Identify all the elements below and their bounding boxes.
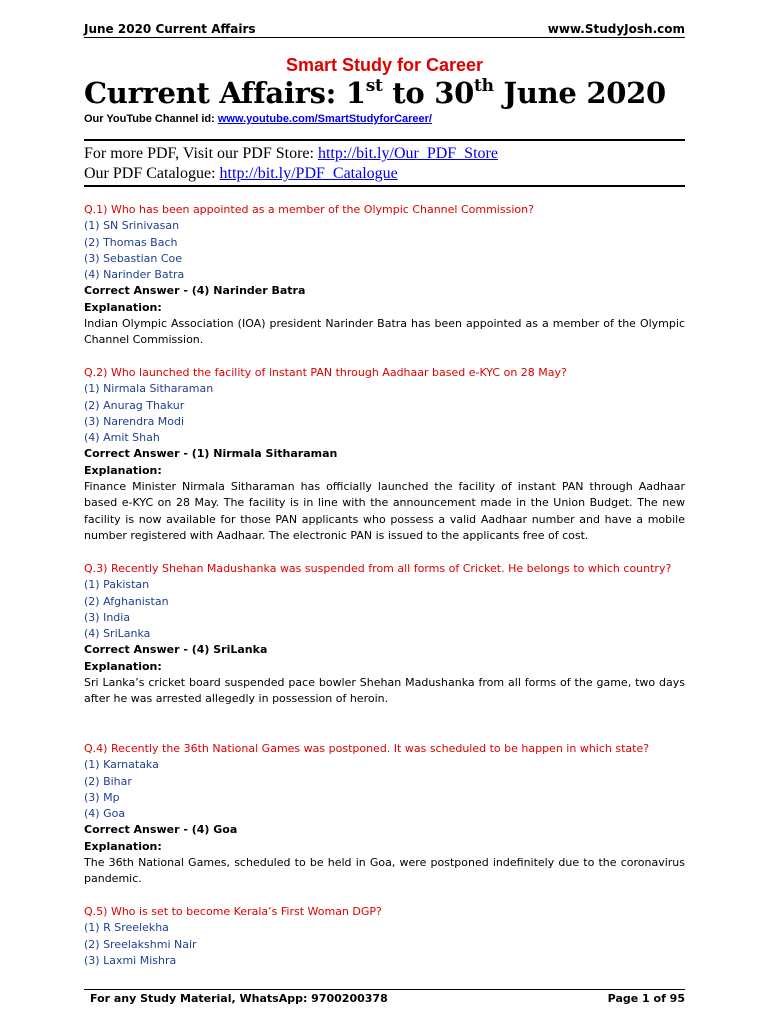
page-footer (84, 992, 685, 1005)
correct-answer: Correct Answer - (4) Goa (84, 823, 238, 837)
bottom-rule (84, 185, 685, 187)
option: (4) Amit Shah (84, 431, 160, 445)
page-title: Current Affairs: 1st to 30th June 2020 (84, 76, 666, 110)
header-website: www.StudyJosh.com (547, 22, 685, 36)
question-block-4 (84, 741, 685, 888)
page-header (84, 16, 685, 36)
page-number: Page 1 of 95 (607, 992, 685, 1005)
pdf-catalogue-link[interactable]: http://bit.ly/PDF_Catalogue (219, 165, 398, 182)
option: (4) Narinder Batra (84, 268, 185, 282)
pdf-store-label: For more PDF, Visit our PDF Store: (84, 145, 318, 162)
question-block-1 (84, 202, 685, 349)
option: (1) Karnataka (84, 758, 159, 772)
brand-name: Smart Study for Career (285, 55, 484, 75)
explanation-label: Explanation: (84, 659, 162, 673)
top-rule (84, 139, 685, 141)
pdf-catalogue-label: Our PDF Catalogue: (84, 165, 220, 182)
question-text: Q.2) Who launched the facility of instant PAN through Aadhaar based e-KYC on 28 May? (84, 366, 567, 379)
document-page (84, 0, 685, 1024)
question-block-2 (84, 365, 685, 544)
correct-answer: Correct Answer - (4) SriLanka (84, 643, 268, 657)
option: (1) Pakistan (84, 578, 150, 592)
option: (4) Goa (84, 807, 126, 821)
option: (1) Nirmala Sitharaman (84, 382, 214, 396)
explanation-label: Explanation: (84, 300, 162, 314)
question-text: Q.5) Who is set to become Kerala’s First Woman DGP? (84, 905, 382, 918)
option: (2) Afghanistan (84, 594, 169, 608)
question-text: Q.3) Recently Shehan Madushanka was suspended from all forms of Cricket. He belongs to which country? (84, 562, 672, 575)
option: (2) Sreelakshmi Nair (84, 937, 197, 951)
footer-rule (84, 989, 685, 990)
question-block-5 (84, 904, 685, 969)
explanation-text: Finance Minister Nirmala Sitharaman has officially launched the facility of instant PAN through Aadhaar based e-KYC on 28 May. The facility is in line with the announcement made in the Union Budget. The new facility is now available for those PAN applicants who possess a valid Aadhaar number and have a mobile number registered with Aadhaar. The electronic PAN is issued to the applicants free of cost. (84, 480, 685, 542)
explanation-text: Sri Lanka’s cricket board suspended pace bowler Shehan Madushanka from all forms of the game, two days after he was arrested allegedly in possession of heroin. (84, 676, 685, 706)
correct-answer: Correct Answer - (4) Narinder Batra (84, 284, 306, 298)
youtube-link[interactable]: www.youtube.com/SmartStudyforCareer/ (217, 113, 432, 125)
option: (2) Anurag Thakur (84, 398, 185, 412)
question-text: Q.1) Who has been appointed as a member of the Olympic Channel Commission? (84, 203, 534, 216)
option: (3) India (84, 610, 131, 624)
option: (3) Laxmi Mishra (84, 953, 177, 967)
question-text: Q.4) Recently the 36th National Games was postponed. It was scheduled to be happen in which state? (84, 742, 650, 755)
explanation-label: Explanation: (84, 463, 162, 477)
option: (1) R Sreelekha (84, 921, 169, 935)
header-rule (84, 37, 685, 38)
option: (4) SriLanka (84, 627, 151, 641)
option: (3) Mp (84, 790, 120, 804)
option: (2) Thomas Bach (84, 235, 178, 249)
option: (2) Bihar (84, 774, 132, 788)
option: (3) Narendra Modi (84, 414, 185, 428)
youtube-line (84, 113, 432, 125)
correct-answer: Correct Answer - (1) Nirmala Sitharaman (84, 447, 338, 461)
pdf-links-box (84, 144, 685, 184)
option: (3) Sebastian Coe (84, 251, 183, 265)
footer-contact: For any Study Material, WhatsApp: 9700200378 (90, 992, 388, 1005)
explanation-text: The 36th National Games, scheduled to be held in Goa, were postponed indefinitely due to the coronavirus pandemic. (84, 856, 685, 886)
question-block-3 (84, 561, 685, 708)
pdf-store-link[interactable]: http://bit.ly/Our_PDF_Store (317, 145, 498, 162)
youtube-label: Our YouTube Channel id: (84, 113, 218, 125)
explanation-label: Explanation: (84, 839, 162, 853)
header-title: June 2020 Current Affairs (84, 22, 256, 36)
explanation-text: Indian Olympic Association (IOA) president Narinder Batra has been appointed as a member of the Olympic Channel Commission. (84, 317, 685, 347)
option: (1) SN Srinivasan (84, 219, 180, 233)
